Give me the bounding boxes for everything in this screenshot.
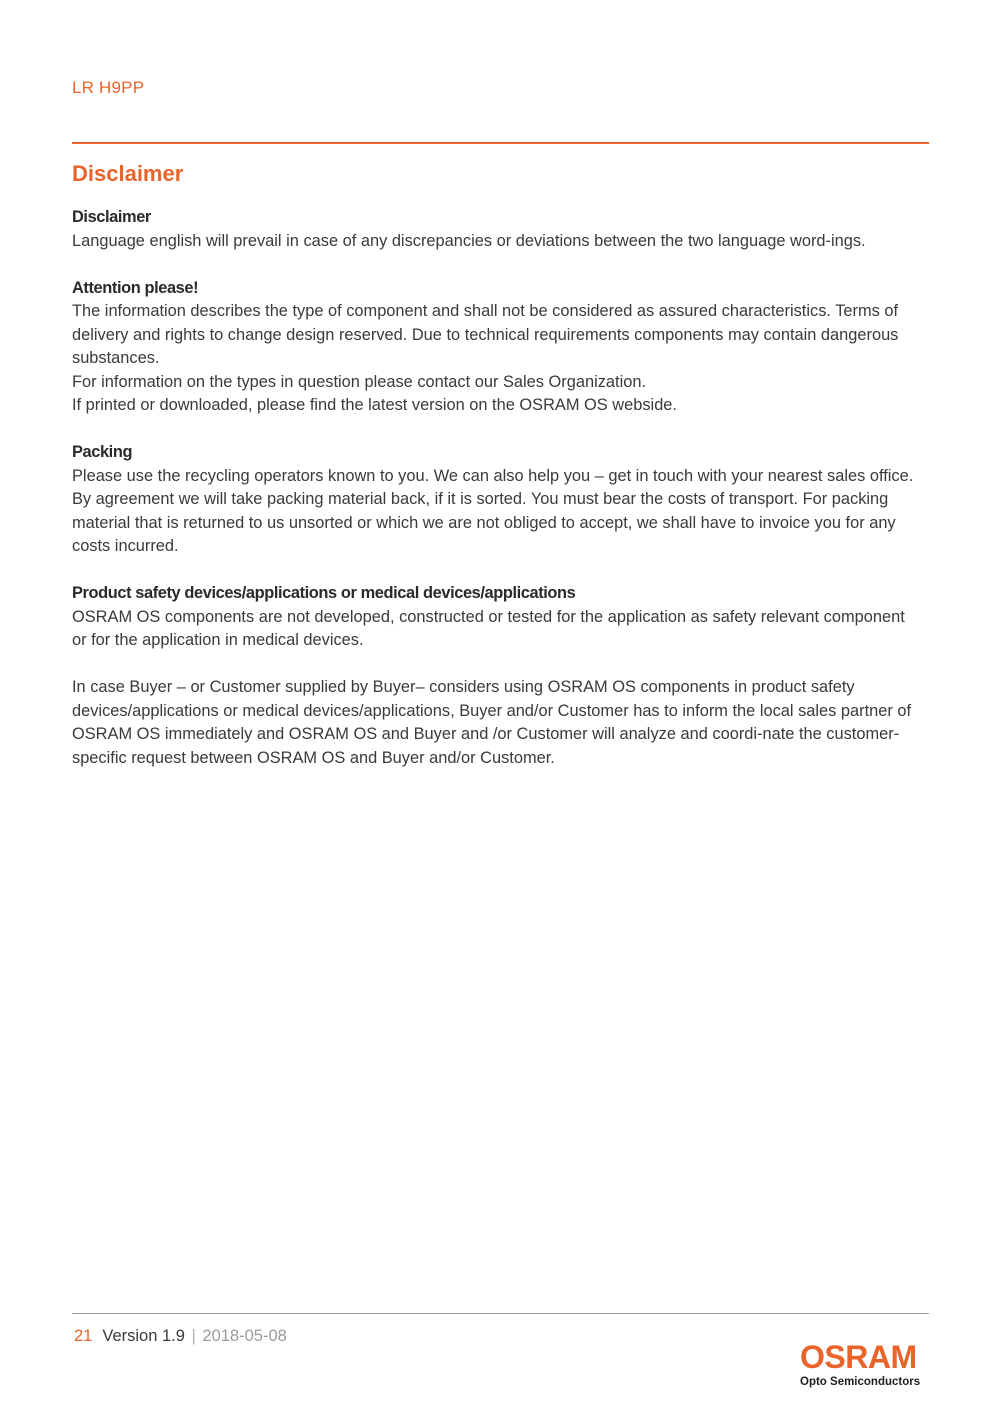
paragraph: Please use the recycling operators known to you. We can also help you – get in touch with your nearest sales office. xyxy=(72,466,914,485)
disclaimer-content xyxy=(72,206,922,794)
section-heading: Packing xyxy=(72,443,133,461)
product-code: LR H9PP xyxy=(72,78,145,97)
paragraph: For information on the types in question please contact our Sales Organization. xyxy=(72,372,647,391)
paragraph: OSRAM OS components are not developed, constructed or tested for the application as safety relevant component or for the application in medical devices. xyxy=(72,607,905,649)
paragraph: Language english will prevail in case of any discrepancies or deviations between the two language word-ings. xyxy=(72,231,866,250)
version-label: Version 1.9 xyxy=(102,1327,185,1345)
footer-divider xyxy=(72,1313,929,1314)
footer-separator: | xyxy=(191,1327,196,1345)
osram-logo xyxy=(800,1340,929,1389)
paragraph: If printed or downloaded, please find the latest version on the OSRAM OS webside. xyxy=(72,396,677,414)
page-number: 21 xyxy=(74,1327,93,1345)
paragraph: The information describes the type of component and shall not be considered as assured characteristics. Terms of delivery and rights to change design reserved. Due to technical requirements components may contain dangerous substances. xyxy=(72,302,899,367)
page-title: Disclaimer xyxy=(72,161,184,186)
section-disclaimer xyxy=(72,206,922,253)
logo-wordmark: OSRAM xyxy=(800,1339,917,1375)
footer-meta xyxy=(74,1327,287,1346)
header-divider xyxy=(72,142,929,144)
section-heading: Product safety devices/applications or medical devices/applications xyxy=(72,584,576,602)
section-buyer-notice xyxy=(72,676,922,770)
section-product-safety xyxy=(72,582,922,653)
section-packing xyxy=(72,441,922,559)
logo-tagline: Opto Semiconductors xyxy=(800,1376,921,1388)
revision-date: 2018-05-08 xyxy=(202,1327,287,1345)
section-heading: Disclaimer xyxy=(72,208,151,226)
paragraph: By agreement we will take packing material back, if it is sorted. You must bear the costs of transport. For packing material that is returned to us unsorted or which we are not obliged to accept, we shall have to invoice you for any costs incurred. xyxy=(72,490,896,555)
paragraph: In case Buyer – or Customer supplied by Buyer– considers using OSRAM OS components in product safety devices/applications or medical devices/applications, Buyer and/or Customer has to inform the local sales partner of OSRAM OS immediately and OSRAM OS and Buyer and /or Customer will analyze and coordi-nate the customer-specific request between OSRAM OS and Buyer and/or Customer. xyxy=(72,678,912,767)
section-heading: Attention please! xyxy=(72,278,199,297)
section-attention xyxy=(72,277,922,418)
